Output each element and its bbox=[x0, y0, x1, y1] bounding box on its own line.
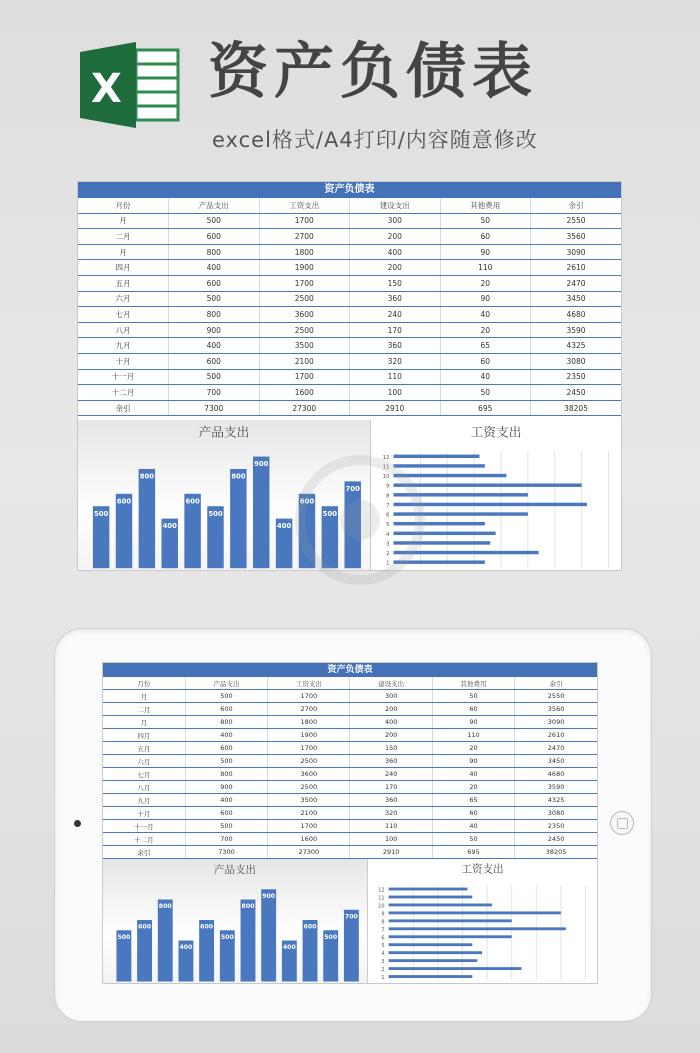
table-header-row bbox=[103, 677, 597, 690]
column-header: 建设支出 bbox=[350, 198, 441, 213]
bar bbox=[389, 943, 473, 946]
tick-label: 11 bbox=[378, 895, 385, 902]
table-cell: 20 bbox=[432, 781, 514, 794]
table-cell: 3080 bbox=[531, 353, 622, 369]
bar bbox=[261, 889, 276, 981]
table-cell: 150 bbox=[350, 742, 432, 755]
table-cell: 50 bbox=[440, 385, 531, 401]
table-row bbox=[78, 369, 621, 385]
table-cell: 20 bbox=[440, 322, 531, 338]
table-cell: 2610 bbox=[515, 729, 597, 742]
table-cell: 月 bbox=[78, 213, 169, 229]
tick-label: 4 bbox=[381, 951, 385, 958]
table-row bbox=[103, 846, 597, 859]
table-cell: 1700 bbox=[268, 742, 350, 755]
table-row bbox=[103, 781, 597, 794]
table-cell: 500 bbox=[169, 369, 260, 385]
tick-label: 8 bbox=[386, 493, 390, 500]
data-label: 900 bbox=[254, 460, 269, 469]
tick-label: 3 bbox=[386, 541, 390, 548]
table-cell: 400 bbox=[185, 729, 267, 742]
table-row bbox=[103, 729, 597, 742]
product-expense-chart-svg bbox=[103, 859, 367, 983]
table-cell: 九月 bbox=[103, 794, 185, 807]
table-cell: 1700 bbox=[259, 369, 350, 385]
data-label: 400 bbox=[179, 944, 193, 952]
table-cell: 二月 bbox=[103, 703, 185, 716]
sheet-title: 资产负债表 bbox=[78, 182, 621, 198]
table-cell: 2450 bbox=[531, 385, 622, 401]
bar bbox=[389, 903, 492, 906]
table-row bbox=[78, 338, 621, 354]
bar bbox=[389, 919, 512, 922]
data-label: 400 bbox=[276, 522, 292, 531]
table-cell: 二月 bbox=[78, 229, 169, 245]
table-header-row bbox=[78, 198, 621, 213]
tick-label: 10 bbox=[378, 903, 385, 910]
table-cell: 360 bbox=[350, 338, 441, 354]
table-cell: 20 bbox=[432, 742, 514, 755]
table-row bbox=[103, 807, 597, 820]
table-cell: 1800 bbox=[268, 716, 350, 729]
table-row bbox=[103, 755, 597, 768]
bar bbox=[389, 967, 522, 970]
tick-label: 1 bbox=[386, 560, 390, 567]
table-row bbox=[78, 260, 621, 276]
table-cell: 五月 bbox=[78, 275, 169, 291]
table-cell: 3090 bbox=[531, 244, 622, 260]
data-label: 600 bbox=[138, 923, 152, 931]
bar bbox=[389, 935, 512, 938]
table-cell: 60 bbox=[440, 353, 531, 369]
bar bbox=[230, 469, 246, 568]
table-cell: 500 bbox=[185, 820, 267, 833]
table-cell: 七月 bbox=[78, 307, 169, 323]
table-cell: 320 bbox=[350, 353, 441, 369]
table-cell: 800 bbox=[169, 307, 260, 323]
table-cell: 800 bbox=[185, 768, 267, 781]
tick-label: 3 bbox=[381, 959, 385, 966]
table-cell: 60 bbox=[432, 807, 514, 820]
chart-title: 产品支出 bbox=[198, 424, 250, 440]
table-cell: 170 bbox=[350, 322, 441, 338]
table-cell: 800 bbox=[185, 716, 267, 729]
table-row bbox=[78, 229, 621, 245]
data-label: 600 bbox=[303, 923, 317, 931]
table-cell: 2350 bbox=[531, 369, 622, 385]
excel-logo-icon bbox=[80, 40, 180, 130]
table-cell: 2500 bbox=[259, 322, 350, 338]
wage-expense-chart-svg bbox=[368, 859, 597, 983]
table-cell: 3590 bbox=[531, 322, 622, 338]
bar bbox=[389, 951, 483, 954]
table-cell: 60 bbox=[432, 703, 514, 716]
table-cell: 695 bbox=[432, 846, 514, 859]
column-header: 工资支出 bbox=[259, 198, 350, 213]
tick-label: 2 bbox=[381, 967, 385, 974]
data-label: 800 bbox=[231, 472, 246, 481]
product-expense-chart bbox=[103, 859, 368, 983]
table-cell: 2500 bbox=[268, 781, 350, 794]
table-cell: 240 bbox=[350, 768, 432, 781]
tick-label: 9 bbox=[386, 483, 390, 490]
tick-label: 7 bbox=[381, 927, 385, 934]
table-cell: 4680 bbox=[531, 307, 622, 323]
table-cell: 40 bbox=[432, 768, 514, 781]
table-cell: 200 bbox=[350, 260, 441, 276]
table-row bbox=[103, 833, 597, 846]
table-cell: 65 bbox=[432, 794, 514, 807]
table-cell: 50 bbox=[432, 833, 514, 846]
table-cell: 90 bbox=[440, 244, 531, 260]
table-cell: 3090 bbox=[515, 716, 597, 729]
column-header: 建设支出 bbox=[350, 677, 432, 690]
table-cell: 90 bbox=[432, 716, 514, 729]
table-cell: 六月 bbox=[103, 755, 185, 768]
table-cell: 110 bbox=[440, 260, 531, 276]
table-cell: 2500 bbox=[268, 755, 350, 768]
data-label: 700 bbox=[344, 913, 358, 921]
table-cell: 月 bbox=[103, 690, 185, 703]
table-cell: 40 bbox=[440, 369, 531, 385]
chart-title: 工资支出 bbox=[470, 425, 522, 441]
table-cell: 四月 bbox=[78, 260, 169, 276]
table-cell: 300 bbox=[350, 690, 432, 703]
table-cell: 27300 bbox=[259, 400, 350, 416]
table-cell: 3590 bbox=[515, 781, 597, 794]
table-cell: 200 bbox=[350, 729, 432, 742]
table-cell: 65 bbox=[440, 338, 531, 354]
table-cell: 400 bbox=[350, 244, 441, 260]
charts-area bbox=[103, 859, 597, 983]
tick-label: 5 bbox=[386, 522, 390, 529]
column-header: 产品支出 bbox=[185, 677, 267, 690]
table-cell: 十二月 bbox=[78, 385, 169, 401]
table-cell: 1800 bbox=[259, 244, 350, 260]
column-header: 余引 bbox=[531, 198, 622, 213]
data-label: 600 bbox=[299, 497, 315, 506]
bar bbox=[389, 975, 473, 978]
data-label: 600 bbox=[185, 497, 200, 506]
table-cell: 38205 bbox=[531, 400, 622, 416]
table-cell: 月 bbox=[103, 716, 185, 729]
table-cell: 100 bbox=[350, 833, 432, 846]
table-cell: 八月 bbox=[103, 781, 185, 794]
tick-label: 12 bbox=[378, 887, 385, 894]
table-cell: 六月 bbox=[78, 291, 169, 307]
data-table bbox=[103, 677, 597, 859]
tick-label: 9 bbox=[381, 911, 385, 918]
table-cell: 600 bbox=[169, 275, 260, 291]
data-label: 400 bbox=[162, 522, 177, 531]
table-cell: 100 bbox=[350, 385, 441, 401]
table-cell: 3450 bbox=[515, 755, 597, 768]
column-header: 产品支出 bbox=[169, 198, 260, 213]
column-header: 其他费用 bbox=[432, 677, 514, 690]
table-row bbox=[78, 244, 621, 260]
table-row bbox=[103, 716, 597, 729]
table-cell: 八月 bbox=[78, 322, 169, 338]
table-cell: 900 bbox=[185, 781, 267, 794]
table-cell: 400 bbox=[185, 794, 267, 807]
table-cell: 360 bbox=[350, 755, 432, 768]
table-cell: 110 bbox=[432, 729, 514, 742]
table-cell: 3600 bbox=[259, 307, 350, 323]
table-cell: 700 bbox=[169, 385, 260, 401]
bar bbox=[389, 911, 561, 914]
table-cell: 7300 bbox=[169, 400, 260, 416]
data-label: 500 bbox=[117, 933, 131, 941]
data-label: 500 bbox=[322, 509, 338, 518]
table-row bbox=[78, 291, 621, 307]
tablet-camera bbox=[74, 820, 81, 827]
tick-label: 2 bbox=[386, 551, 390, 558]
table-cell: 90 bbox=[440, 291, 531, 307]
table-cell: 500 bbox=[169, 213, 260, 229]
column-header: 余引 bbox=[515, 677, 597, 690]
table-cell: 3560 bbox=[515, 703, 597, 716]
table-cell: 2100 bbox=[268, 807, 350, 820]
tick-label: 4 bbox=[386, 531, 390, 538]
table-cell: 七月 bbox=[103, 768, 185, 781]
table-cell: 2550 bbox=[515, 690, 597, 703]
table-row bbox=[78, 307, 621, 323]
table-cell: 240 bbox=[350, 307, 441, 323]
table-cell: 2100 bbox=[259, 353, 350, 369]
table-cell: 2700 bbox=[259, 229, 350, 245]
table-cell: 2700 bbox=[268, 703, 350, 716]
table-cell: 4680 bbox=[515, 768, 597, 781]
page-title: 资产负债表 bbox=[208, 37, 538, 107]
sheet-title: 资产负债表 bbox=[103, 663, 597, 677]
table-cell: 2450 bbox=[515, 833, 597, 846]
table-cell: 600 bbox=[169, 353, 260, 369]
bar bbox=[344, 910, 359, 982]
data-label: 900 bbox=[262, 892, 276, 900]
table-cell: 600 bbox=[185, 703, 267, 716]
table-cell: 1700 bbox=[268, 690, 350, 703]
table-cell: 4325 bbox=[515, 794, 597, 807]
table-cell: 2350 bbox=[515, 820, 597, 833]
table-cell: 170 bbox=[350, 781, 432, 794]
data-label: 600 bbox=[200, 923, 214, 931]
table-cell: 200 bbox=[350, 229, 441, 245]
table-row bbox=[103, 794, 597, 807]
bar bbox=[139, 469, 155, 568]
table-row bbox=[78, 322, 621, 338]
data-label: 600 bbox=[116, 497, 132, 506]
table-row bbox=[78, 353, 621, 369]
table-cell: 600 bbox=[185, 742, 267, 755]
table-cell: 360 bbox=[350, 291, 441, 307]
table-row bbox=[103, 690, 597, 703]
table-row bbox=[78, 213, 621, 229]
table-cell: 3560 bbox=[531, 229, 622, 245]
tick-label: 8 bbox=[381, 919, 385, 926]
table-cell: 110 bbox=[350, 369, 441, 385]
column-header: 其他费用 bbox=[440, 198, 531, 213]
table-cell: 27300 bbox=[268, 846, 350, 859]
table-cell: 1600 bbox=[268, 833, 350, 846]
table-cell: 1600 bbox=[259, 385, 350, 401]
tablet-home-button bbox=[610, 811, 634, 835]
table-cell: 3500 bbox=[268, 794, 350, 807]
table-cell: 五月 bbox=[103, 742, 185, 755]
data-table bbox=[78, 198, 621, 416]
table-cell: 3600 bbox=[268, 768, 350, 781]
table-cell: 38205 bbox=[515, 846, 597, 859]
tick-label: 12 bbox=[382, 454, 390, 461]
table-cell: 2550 bbox=[531, 213, 622, 229]
table-cell: 余引 bbox=[103, 846, 185, 859]
table-cell: 700 bbox=[185, 833, 267, 846]
data-label: 800 bbox=[139, 472, 155, 481]
table-cell: 500 bbox=[169, 291, 260, 307]
table-cell: 200 bbox=[350, 703, 432, 716]
bar bbox=[241, 900, 256, 982]
tick-label: 10 bbox=[382, 474, 390, 481]
table-cell: 40 bbox=[440, 307, 531, 323]
table-cell: 40 bbox=[432, 820, 514, 833]
table-cell: 2470 bbox=[515, 742, 597, 755]
table-cell: 600 bbox=[185, 807, 267, 820]
header bbox=[0, 0, 700, 170]
table-cell: 600 bbox=[169, 229, 260, 245]
table-cell: 十月 bbox=[78, 353, 169, 369]
table-cell: 1900 bbox=[259, 260, 350, 276]
table-cell: 400 bbox=[169, 338, 260, 354]
table-cell: 余引 bbox=[78, 400, 169, 416]
table-cell: 九月 bbox=[78, 338, 169, 354]
table-cell: 500 bbox=[185, 690, 267, 703]
table-cell: 90 bbox=[432, 755, 514, 768]
data-label: 500 bbox=[220, 933, 234, 941]
table-row bbox=[103, 742, 597, 755]
column-header: 月份 bbox=[78, 198, 169, 213]
tick-label: 5 bbox=[381, 943, 385, 950]
data-label: 500 bbox=[208, 509, 223, 518]
bar bbox=[389, 896, 473, 899]
data-label: 800 bbox=[241, 903, 255, 911]
table-cell: 1700 bbox=[259, 213, 350, 229]
table-cell: 2610 bbox=[531, 260, 622, 276]
table-cell: 320 bbox=[350, 807, 432, 820]
table-cell: 1700 bbox=[268, 820, 350, 833]
table-cell: 2500 bbox=[259, 291, 350, 307]
table-cell: 50 bbox=[432, 690, 514, 703]
table-cell: 1700 bbox=[259, 275, 350, 291]
table-cell: 7300 bbox=[185, 846, 267, 859]
data-label: 500 bbox=[324, 933, 338, 941]
chart-title: 工资支出 bbox=[461, 863, 504, 876]
bar bbox=[389, 888, 468, 891]
table-cell: 695 bbox=[440, 400, 531, 416]
table-row bbox=[103, 703, 597, 716]
data-label: 800 bbox=[158, 903, 172, 911]
page-subtitle: excel格式/A4打印/内容随意修改 bbox=[212, 128, 538, 152]
tick-label: 6 bbox=[386, 512, 390, 519]
table-row bbox=[78, 275, 621, 291]
table-row bbox=[103, 768, 597, 781]
excel-logo-letter: X bbox=[91, 66, 122, 112]
table-cell: 400 bbox=[169, 260, 260, 276]
bar bbox=[389, 959, 478, 962]
table-cell: 800 bbox=[169, 244, 260, 260]
bar bbox=[389, 927, 566, 930]
table-cell: 四月 bbox=[103, 729, 185, 742]
column-header: 月份 bbox=[103, 677, 185, 690]
table-row bbox=[103, 820, 597, 833]
table-cell: 150 bbox=[350, 275, 441, 291]
column-header: 工资支出 bbox=[268, 677, 350, 690]
table-cell: 1900 bbox=[268, 729, 350, 742]
table-cell: 2470 bbox=[531, 275, 622, 291]
table-cell: 十一月 bbox=[103, 820, 185, 833]
table-cell: 十一月 bbox=[78, 369, 169, 385]
table-cell: 4325 bbox=[531, 338, 622, 354]
tablet-spreadsheet-preview bbox=[102, 662, 598, 984]
table-cell: 3450 bbox=[531, 291, 622, 307]
wage-expense-chart bbox=[368, 859, 597, 983]
data-label: 700 bbox=[345, 485, 360, 494]
tick-label: 1 bbox=[381, 975, 385, 982]
table-cell: 3500 bbox=[259, 338, 350, 354]
table-cell: 3080 bbox=[515, 807, 597, 820]
table-cell: 十二月 bbox=[103, 833, 185, 846]
tick-label: 6 bbox=[381, 935, 385, 942]
data-label: 500 bbox=[93, 509, 109, 518]
table-cell: 400 bbox=[350, 716, 432, 729]
table-cell: 2910 bbox=[350, 846, 432, 859]
tick-label: 7 bbox=[386, 502, 390, 509]
table-cell: 60 bbox=[440, 229, 531, 245]
tick-label: 11 bbox=[382, 464, 390, 471]
table-row bbox=[78, 385, 621, 401]
table-cell: 300 bbox=[350, 213, 441, 229]
table-cell: 20 bbox=[440, 275, 531, 291]
table-cell: 900 bbox=[169, 322, 260, 338]
table-cell: 50 bbox=[440, 213, 531, 229]
table-cell: 2910 bbox=[350, 400, 441, 416]
table-cell: 十月 bbox=[103, 807, 185, 820]
table-cell: 360 bbox=[350, 794, 432, 807]
bar bbox=[158, 900, 173, 982]
table-cell: 500 bbox=[185, 755, 267, 768]
table-cell: 110 bbox=[350, 820, 432, 833]
table-cell: 月 bbox=[78, 244, 169, 260]
data-label: 400 bbox=[282, 944, 296, 952]
table-row bbox=[78, 400, 621, 416]
chart-title: 产品支出 bbox=[214, 863, 256, 876]
